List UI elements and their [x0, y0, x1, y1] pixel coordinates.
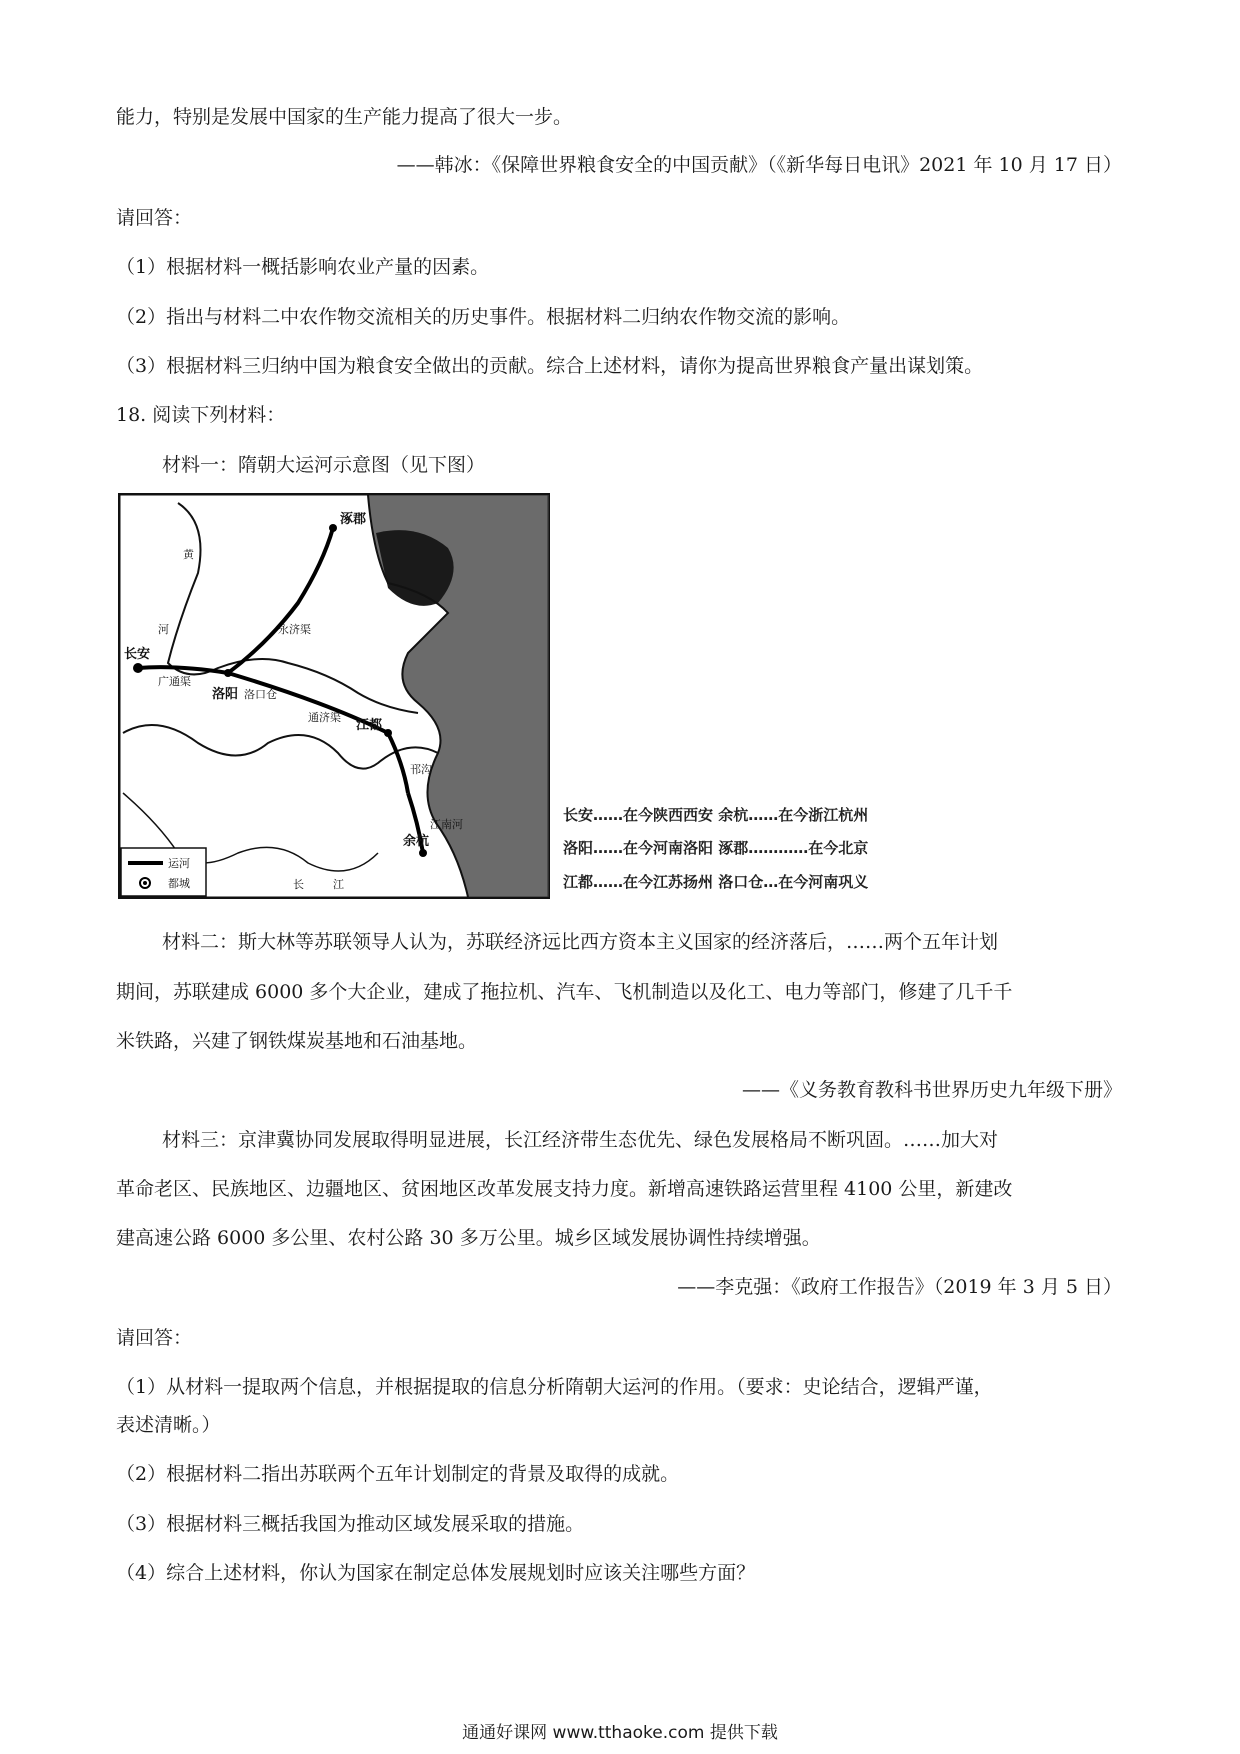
- city-label: 洛阳: [212, 687, 239, 702]
- question-prompt: 请回答：: [116, 1327, 193, 1349]
- legend-label: 运河: [168, 857, 190, 870]
- material-paragraph: 建高速公路 6000 多公里、农村公路 30 多万公里。城乡区域发展协调性持续增强。: [116, 1227, 821, 1249]
- city-marker: [224, 669, 232, 677]
- legend-capital-dot: [143, 881, 147, 885]
- canal-label: 江南河: [430, 818, 463, 831]
- city-label: 洛口仓: [244, 688, 277, 701]
- canal-label: 广通渠: [158, 675, 191, 688]
- page-footer: 通通好课网 www.tthaoke.com 提供下载: [462, 1723, 778, 1743]
- question-item: （4）综合上述材料，你认为国家在制定总体发展规划时应该关注哪些方面？: [116, 1562, 756, 1584]
- city-label: 江都: [356, 718, 383, 733]
- grand-canal-map: [118, 493, 550, 899]
- question-item: （3）根据材料三概括我国为推动区域发展采取的措施。: [116, 1513, 585, 1535]
- city-marker: [384, 729, 392, 737]
- map-note: 长安……在今陕西西安 余杭……在今浙江杭州: [563, 806, 869, 824]
- canal-label: 通济渠: [308, 711, 341, 724]
- legend-label: 都城: [168, 877, 190, 890]
- question-item: （1）从材料一提取两个信息，并根据提取的信息分析隋朝大运河的作用。（要求：史论结合，逻辑严谨，: [116, 1376, 993, 1398]
- river-label: 黄: [183, 548, 194, 561]
- river-label: 河: [158, 623, 169, 636]
- question-item: （2）根据材料二指出苏联两个五年计划制定的背景及取得的成就。: [116, 1463, 680, 1485]
- material-title: 材料一：隋朝大运河示意图（见下图）: [162, 454, 486, 476]
- question-item: （1）根据材料一概括影响农业产量的因素。: [116, 256, 490, 278]
- material-paragraph: 材料三：京津冀协同发展取得明显进展，长江经济带生态优先、绿色发展格局不断巩固。……加大对: [162, 1129, 999, 1151]
- river-label: 长: [293, 878, 304, 891]
- material-paragraph: 米铁路，兴建了钢铁煤炭基地和石油基地。: [116, 1030, 478, 1052]
- river-label: 江: [333, 878, 344, 891]
- material-paragraph: 期间，苏联建成 6000 多个大企业，建成了拖拉机、汽车、飞机制造以及化工、电力等部门，修建了几千千: [116, 981, 1013, 1003]
- material-paragraph: 材料二：斯大林等苏联领导人认为，苏联经济远比西方资本主义国家的经济落后，……两个五年计划: [162, 931, 999, 953]
- city-label: 涿郡: [340, 512, 367, 527]
- city-marker: [133, 663, 143, 673]
- city-marker: [329, 524, 337, 532]
- question-prompt: 请回答：: [116, 207, 193, 229]
- canal-label: 邗沟: [410, 763, 432, 776]
- city-label: 长安: [124, 647, 151, 662]
- map-note: 江都……在今江苏扬州 洛口仓…在今河南巩义: [563, 873, 869, 891]
- material-source-citation: ——《义务教育教科书世界历史九年级下册》: [741, 1079, 1122, 1101]
- map-legend-box: [121, 848, 206, 896]
- material-source-citation: ——韩冰：《保障世界粮食安全的中国贡献》（《新华每日电讯》2021 年 10 月 17 日）: [396, 154, 1122, 176]
- question-item: （3）根据材料三归纳中国为粮食安全做出的贡献。综合上述材料，请你为提高世界粮食产量出谋划策。: [116, 355, 984, 377]
- material-source-citation: ——李克强：《政府工作报告》（2019 年 3 月 5 日）: [677, 1276, 1122, 1298]
- canal-label: 永济渠: [278, 623, 311, 636]
- material-paragraph: 革命老区、民族地区、边疆地区、贫困地区改革发展支持力度。新增高速铁路运营里程 4100 公里，新建改: [116, 1178, 1013, 1200]
- question-number-title: 18. 阅读下列材料：: [116, 404, 286, 426]
- paragraph-continuation: 能力，特别是发展中国家的生产能力提高了很大一步。: [116, 106, 573, 128]
- question-item: （2）指出与材料二中农作物交流相关的历史事件。根据材料二归纳农作物交流的影响。: [116, 306, 851, 328]
- city-marker: [419, 849, 427, 857]
- question-item-continuation: 表述清晰。）: [116, 1414, 221, 1436]
- map-svg: [118, 493, 550, 899]
- map-note: 洛阳……在今河南洛阳 涿郡…………在今北京: [563, 839, 869, 857]
- city-label: 余杭: [403, 834, 430, 849]
